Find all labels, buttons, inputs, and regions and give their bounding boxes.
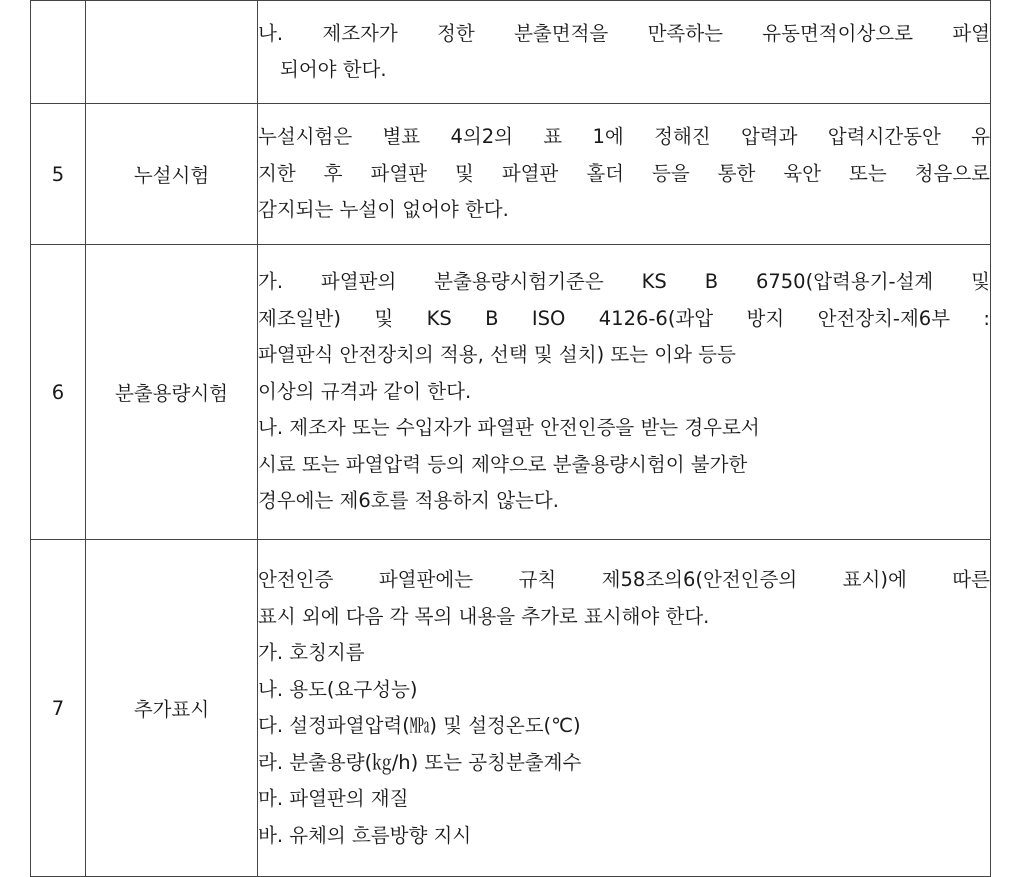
content-line: 다. 설정파열압력(㎫) 및 설정온도(℃) (258, 714, 581, 737)
content-line: 가. 호칭지름 (258, 641, 365, 664)
item-content (258, 245, 991, 540)
item-number: 7 (31, 540, 86, 877)
content-line: 표시 외에 다음 각 목의 내용을 추가로 표시해야 한다. (258, 604, 710, 628)
content-line: 라. 분출용량(㎏/h) 또는 공칭분출계수 (258, 750, 582, 774)
content-line: 마. 파열판의 재질 (258, 787, 409, 810)
content-line: 바. 유체의 흐름방향 지시 (258, 823, 472, 847)
table-row (31, 540, 991, 877)
item-name: 누설시험 (86, 104, 258, 245)
item-name: 추가표시 (86, 540, 258, 877)
content-line: 이상의 규격과 같이 한다. (258, 379, 472, 403)
content-line: 나. 제조자가 정한 분출면적을 만족하는 유동면적이상으로 파열 (258, 21, 990, 45)
content-line: 누설시험은 별표 4의2의 표 1에 정해진 압력과 압력시간동안 유 (258, 125, 990, 149)
content-line: 감지되는 누설이 없어야 한다. (258, 198, 509, 222)
item-number (31, 1, 86, 104)
item-number: 6 (31, 245, 86, 540)
content-line: 되어야 한다. (280, 58, 387, 81)
table-row (31, 245, 991, 540)
content-line: 파열판식 안전장치의 적용, 선택 및 설치) 또는 이와 등등 (258, 343, 736, 367)
table-row (31, 1, 991, 104)
content-line: 경우에는 제6호를 적용하지 않는다. (258, 489, 559, 513)
table-row (31, 104, 991, 245)
item-content (258, 104, 991, 245)
spec-table (30, 0, 991, 877)
content-line: 제조일반) 및 KS B ISO 4126-6(과압 방지 안전장치-제6부 : (258, 306, 990, 330)
content-line: 시료 또는 파열압력 등의 제약으로 분출용량시험이 불가한 (258, 452, 748, 476)
item-name: 분출용량시험 (86, 245, 258, 540)
item-name (86, 1, 258, 104)
content-line: 지한 후 파열판 및 파열판 홀더 등을 통한 육안 또는 청음으로 (258, 161, 990, 185)
content-line: 가. 파열판의 분출용량시험기준은 KS B 6750(압력용기-설계 및 (258, 270, 990, 294)
content-line: 나. 용도(요구성능) (258, 677, 418, 701)
content-line: 안전인증 파열판에는 규칙 제58조의6(안전인증의 표시)에 따른 (258, 568, 990, 591)
item-content (258, 540, 991, 877)
item-content (258, 1, 991, 104)
item-number: 5 (31, 104, 86, 245)
content-line: 나. 제조자 또는 수입자가 파열판 안전인증을 받는 경우로서 (258, 416, 760, 440)
